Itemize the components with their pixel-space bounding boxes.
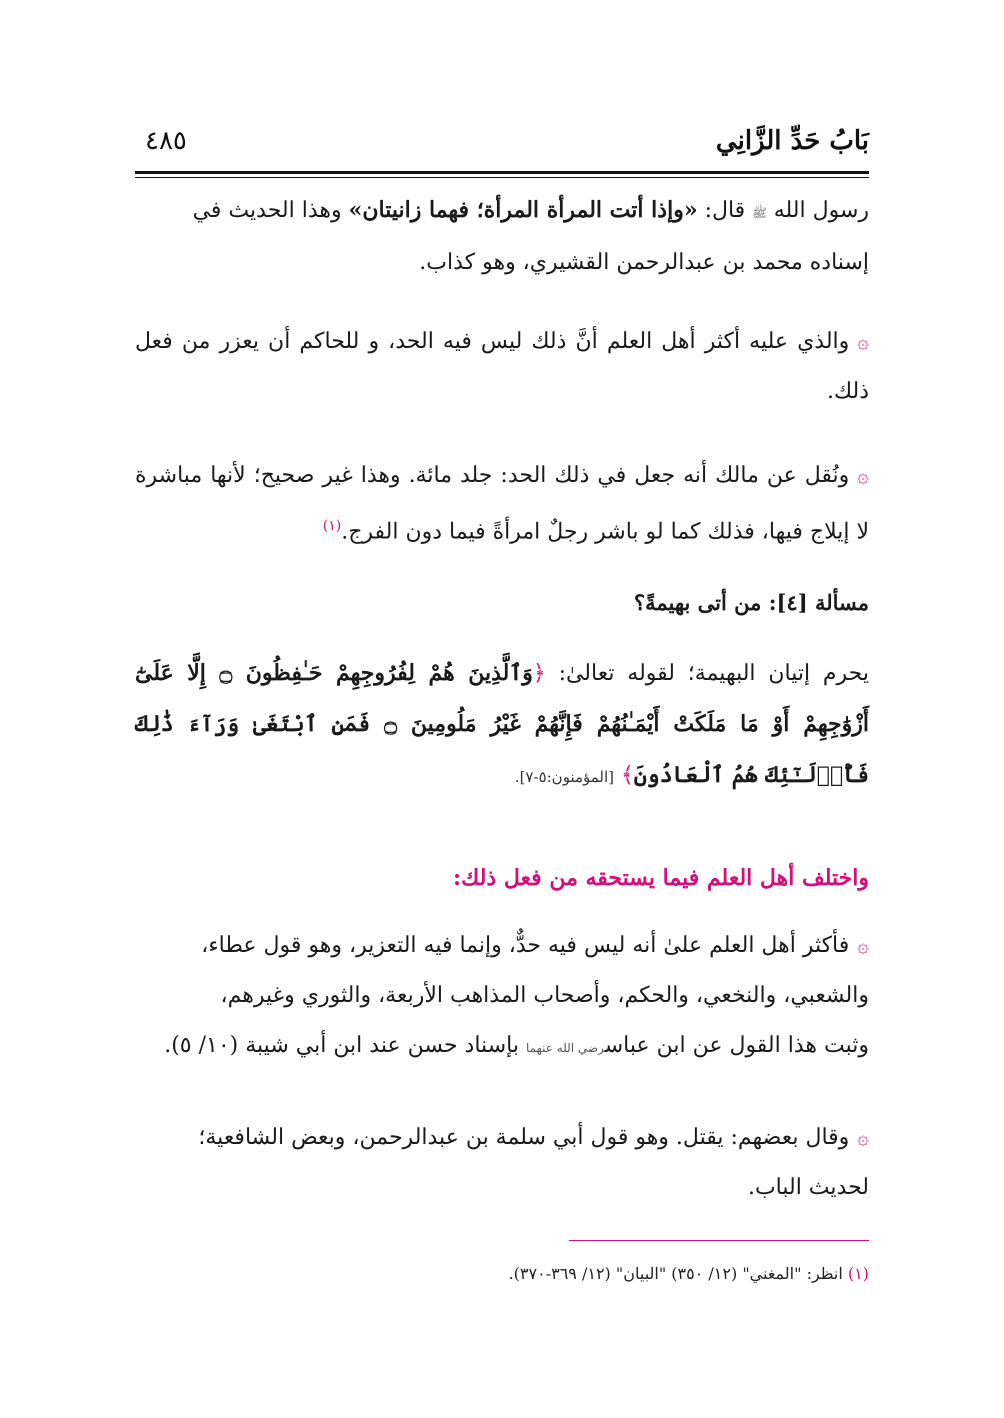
flower-ornament-icon: ۞ — [857, 933, 869, 957]
text-fragment: وثبت هذا القول عن ابن عباس — [604, 1033, 869, 1058]
text-line: وقال بعضهم: يقتل. وهو قول أبي سلمة بن عبدالرحمن، وبعض الشافعية؛ — [198, 1125, 850, 1150]
honorific-glyph: رضي الله عنهما — [525, 1041, 605, 1055]
text-fragment: قال: — [704, 198, 746, 223]
paragraph-malik-view — [135, 450, 869, 557]
hadith-quote: «وإذا أتت المرأة المرأة؛ فهما زانيتان» — [348, 197, 698, 223]
text-line: فأكثر أهل العلم علىٰ أنه ليس فيه حدٌّ، وإنما فيه التعزير، وهو قول عطاء، — [201, 933, 850, 958]
header-rule-thick — [135, 171, 869, 174]
flower-ornament-icon: ۞ — [857, 1125, 869, 1149]
page-header — [135, 118, 869, 168]
paragraph-ruling — [135, 920, 869, 1073]
paragraph-other-view — [135, 1112, 869, 1213]
footnote — [135, 1264, 869, 1283]
paragraph-majority-view — [135, 316, 869, 417]
verse-bracket-open: ﴿ — [532, 661, 546, 686]
footnote-number: (١) — [847, 1264, 869, 1283]
paragraph-hadith — [135, 185, 869, 288]
issue-heading — [135, 590, 869, 615]
footnote-marker: (١) — [322, 518, 342, 534]
header-rule-thin — [135, 177, 869, 178]
verse-intro: يحرم إتيان البهيمة؛ لقوله تعالىٰ: — [558, 661, 869, 686]
quran-verse: وَٱلَّذِينَ هُمْ لِفُرُوجِهِمْ حَـٰفِظُونَ ۝ إِلَّا عَلَىٰٓ أَزْوَٰجِهِمْ أَوْ مَا مَلَكَتْ أَيْمَـٰنُهُمْ فَإِنَّهُمْ غَيْرُ مَلُومِينَ ۝ فَمَنِ ٱبْتَغَىٰ وَرَآءَ ذَٰلِكَ فَأُو۟لَـٰٓئِكَ هُمُ ٱلْعَادُونَ — [135, 660, 870, 788]
text-fragment: بإسناد حسن عند ابن أبي شيبة (١٠/ ٥). — [164, 1033, 519, 1058]
flower-ornament-icon: ۞ — [857, 463, 869, 487]
verse-reference: [المؤمنون:٥-٧]. — [514, 768, 615, 786]
paragraph-text: ونُقل عن مالك أنه جعل في ذلك الحد: جلد مائة. وهذا غير صحيح؛ لأنها مباشرة لا إيلاج فيها، فذلك كما لو باشر رجلٌ امرأةً فيما دون الفرج. — [135, 463, 869, 545]
paragraph-verse — [135, 648, 869, 802]
text-fragment: وهذا الحديث في — [192, 198, 342, 223]
paragraph-text: والذي عليه أكثر أهل العلم أنَّ ذلك ليس فيه الحد، و للحاكم أن يعزر من فعل ذلك. — [135, 329, 869, 404]
issue-title: من أتى بهيمةً؟ — [633, 590, 762, 615]
flower-ornament-icon: ۞ — [857, 329, 869, 353]
footnote-text: انظر: "المغني" (١٢/ ٣٥٠) "البيان" (١٢/ ٣٦٩-٣٧٠). — [508, 1264, 843, 1283]
text-line: لحديث الباب. — [747, 1175, 869, 1200]
honorific-glyph: ﷺ — [752, 206, 767, 220]
issue-label: مسألة [٤]: — [768, 590, 869, 615]
text-fragment: رسول الله — [773, 198, 869, 223]
page-number: ٤٨٥ — [145, 126, 187, 156]
chapter-title: بَابُ حَدِّ الزَّانِي — [715, 126, 869, 156]
footnote-separator — [569, 1240, 869, 1241]
text-line: والشعبي، والنخعي، والحكم، وأصحاب المذاهب الأربعة، والثوري وغيرهم، — [220, 983, 869, 1008]
verse-bracket-close: ﴾ — [621, 763, 634, 788]
section-heading: واختلف أهل العلم فيما يستحقه من فعل ذلك: — [453, 865, 869, 891]
text-fragment: إسناده محمد بن عبدالرحمن القشيري، وهو كذاب. — [419, 250, 869, 275]
